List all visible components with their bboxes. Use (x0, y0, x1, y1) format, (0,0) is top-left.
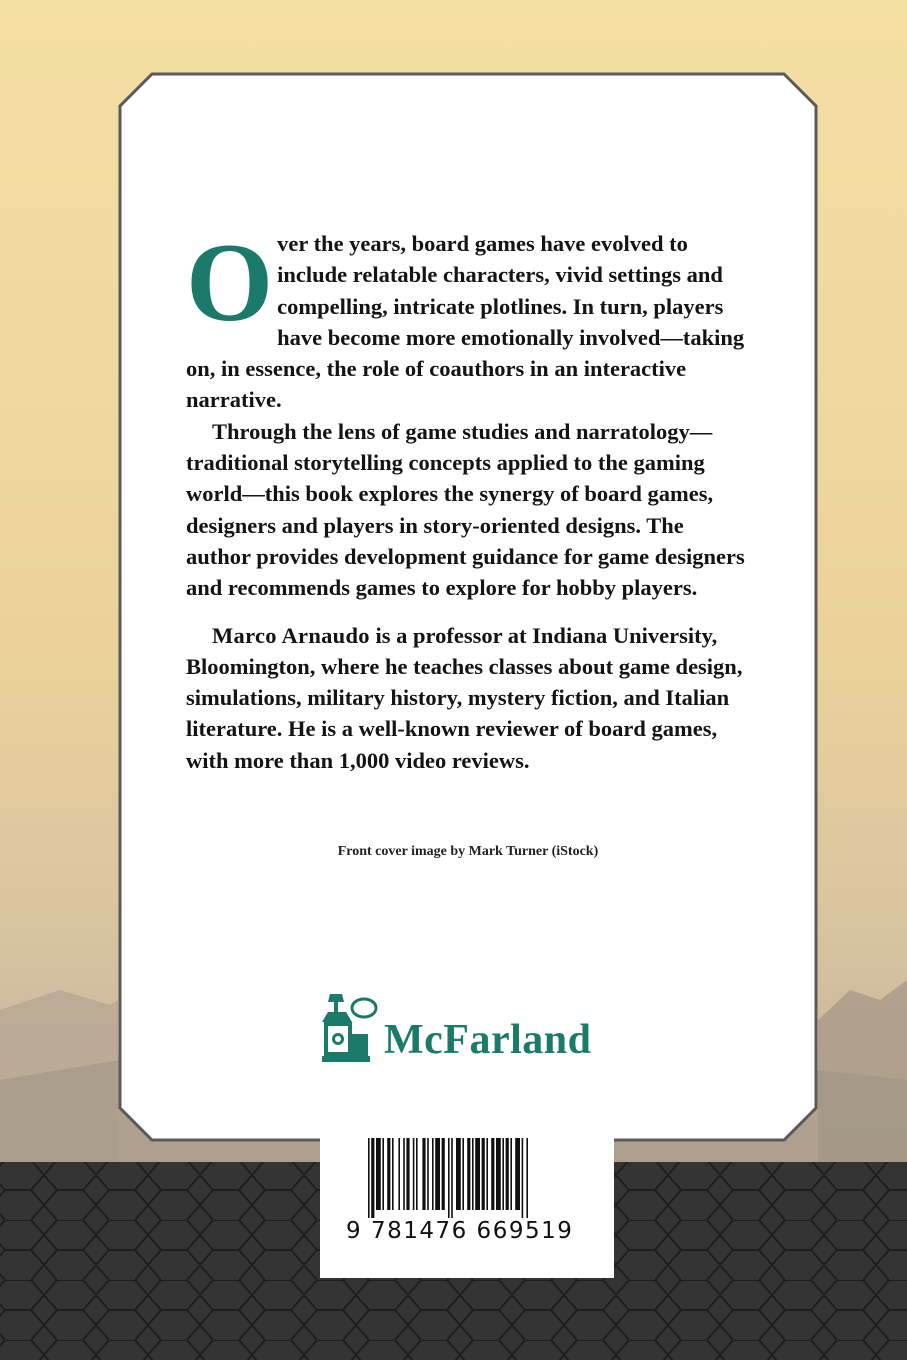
description-paragraph-1 (186, 221, 746, 416)
barcode-bar (522, 1138, 524, 1218)
barcode-bar (427, 1138, 429, 1210)
description-text-2: Through the lens of game studies and narratology—traditional storytelling concepts applied to the gaming world—this book explores the synergy of board games, designers and players in story-oriented designs. The author provides development guidance for game designers and recommends games to explore for hobby players. (186, 418, 745, 601)
isbn-digits: 9 781476 669519 (346, 1218, 574, 1244)
barcode-bar (475, 1138, 480, 1210)
barcode-bar (506, 1138, 509, 1210)
author-name: Marco Arnaudo (212, 622, 370, 648)
barcode-bar (526, 1138, 528, 1218)
author-bio-text: is a professor at Indiana University, Bloomington, where he teaches classes about game design, simulations, military history, mystery fiction, and Italian literature. He is a well-known reviewer of board games, with more than 1,000 video reviews. (186, 622, 743, 773)
barcode-bar (496, 1138, 501, 1210)
barcode-bar (435, 1138, 440, 1210)
barcode-bar (482, 1138, 485, 1210)
barcode-bar (510, 1138, 512, 1210)
barcode-bar (376, 1138, 381, 1210)
barcode-bar (486, 1138, 488, 1210)
barcode-bar (451, 1138, 453, 1218)
description-text-1: ver the years, board games have evolved to include relatable characters, vivid settings and compelling, intricate plotlines. In turn, players have become more emotionally involved—taking on, in essence, the role of coauthors in an interactive narrative. (186, 231, 745, 413)
barcode-bar (448, 1138, 450, 1218)
barcode-bar (392, 1138, 394, 1210)
barcode-bar (467, 1138, 470, 1210)
barcode-bar (416, 1138, 418, 1210)
barcode-bar (422, 1138, 425, 1210)
barcode-bar (368, 1138, 370, 1218)
barcode-icon (368, 1138, 574, 1218)
barcode-bar (472, 1138, 474, 1210)
barcode-bar (442, 1138, 445, 1210)
barcode-bar (456, 1138, 461, 1210)
publisher-logo (322, 990, 622, 1070)
barcode-bar (462, 1138, 464, 1210)
barcode-bar (406, 1138, 409, 1210)
barcode-bar (398, 1138, 400, 1210)
barcode-bar (413, 1138, 415, 1210)
barcode-box (320, 1118, 614, 1278)
barcode-bar (502, 1138, 504, 1210)
description-paragraph-2 (186, 416, 746, 604)
drop-cap: O (186, 221, 274, 345)
barcode-bar (371, 1138, 374, 1218)
author-bio (186, 620, 746, 776)
barcode-bar (491, 1138, 494, 1210)
cover-image-credit: Front cover image by Mark Turner (iStock) (337, 844, 599, 859)
barcode-bar (387, 1138, 390, 1210)
barcode-bar (403, 1138, 405, 1210)
barcode-bar (432, 1138, 434, 1210)
barcode-bar (382, 1138, 384, 1210)
back-cover-copy (186, 221, 746, 776)
publisher-name: McFarland (384, 1017, 592, 1063)
barcode-bar (515, 1138, 520, 1210)
lantern-icon (322, 990, 382, 1070)
